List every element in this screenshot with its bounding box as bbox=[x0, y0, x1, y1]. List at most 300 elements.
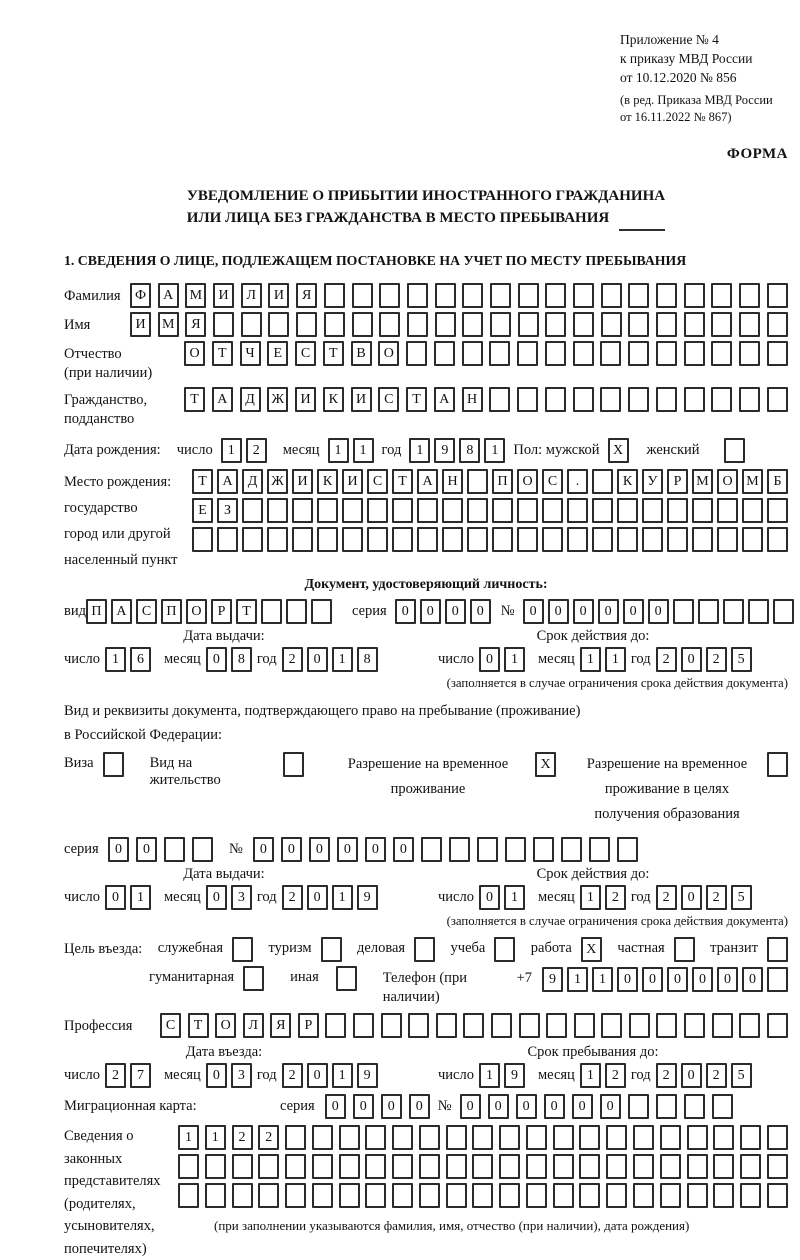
form-cell bbox=[491, 1013, 512, 1038]
form-cell: Д bbox=[240, 387, 261, 412]
form-cell bbox=[767, 283, 788, 308]
form-cell: М bbox=[158, 312, 179, 337]
birth-year-cells bbox=[409, 438, 505, 463]
form-cell: 5 bbox=[731, 647, 752, 672]
form-cell bbox=[553, 1183, 574, 1208]
expiry-note: (заполняется в случае ограничения срока действия документа) bbox=[64, 676, 788, 691]
form-cell bbox=[656, 1094, 677, 1119]
citizenship-row bbox=[64, 387, 788, 429]
issue-date-heading: Дата выдачи: bbox=[64, 866, 384, 883]
form-cell bbox=[546, 1013, 567, 1038]
form-cell bbox=[767, 341, 788, 366]
form-cell bbox=[601, 312, 622, 337]
form-cell: 0 bbox=[572, 1094, 593, 1119]
representatives-row-2 bbox=[178, 1154, 788, 1179]
form-cell bbox=[617, 837, 638, 862]
form-cell: А bbox=[111, 599, 132, 624]
form-cell bbox=[517, 527, 538, 552]
residence-doc-intro-2: в Российской Федерации: bbox=[64, 723, 788, 747]
form-cell: X bbox=[608, 438, 629, 463]
form-cell: Л bbox=[241, 283, 262, 308]
form-cell: 0 bbox=[681, 1063, 702, 1088]
sex-female-checkbox bbox=[724, 438, 745, 463]
sex-label: Пол: мужской bbox=[513, 441, 599, 460]
form-cell bbox=[601, 283, 622, 308]
form-cell bbox=[617, 527, 638, 552]
form-cell: Р bbox=[667, 469, 688, 494]
form-cell bbox=[312, 1183, 333, 1208]
migration-card-label: Миграционная карта: bbox=[64, 1097, 216, 1116]
form-cell bbox=[421, 837, 442, 862]
form-cell bbox=[232, 937, 253, 962]
form-cell bbox=[283, 752, 304, 777]
form-cell: 0 bbox=[353, 1094, 374, 1119]
year-word: год bbox=[631, 650, 651, 669]
form-cell bbox=[352, 312, 373, 337]
form-cell bbox=[545, 312, 566, 337]
residence-doc-intro-1: Вид и реквизиты документа, подтверждающего право на пребывание (проживание) bbox=[64, 699, 788, 723]
form-cell bbox=[261, 599, 282, 624]
form-cell bbox=[205, 1183, 226, 1208]
patronymic-label bbox=[64, 341, 184, 383]
form-cell: 2 bbox=[605, 1063, 626, 1088]
form-cell bbox=[656, 283, 677, 308]
identity-expiry-date bbox=[438, 647, 752, 672]
form-cell bbox=[192, 527, 213, 552]
profession-label: Профессия bbox=[64, 1013, 160, 1036]
birthplace-row-1 bbox=[192, 469, 788, 494]
form-cell: П bbox=[161, 599, 182, 624]
form-cell: 0 bbox=[136, 837, 157, 862]
form-cell bbox=[767, 387, 788, 412]
form-cell bbox=[442, 527, 463, 552]
form-cell bbox=[684, 341, 705, 366]
form-cell bbox=[325, 1013, 346, 1038]
edition-line: (в ред. Приказа МВД России bbox=[620, 92, 788, 109]
form-cell bbox=[324, 283, 345, 308]
form-cell: 1 bbox=[332, 1063, 353, 1088]
form-cell bbox=[434, 341, 455, 366]
form-cell bbox=[492, 498, 513, 523]
form-cell: Ж bbox=[267, 469, 288, 494]
purpose-tourism-label: туризм bbox=[268, 937, 311, 957]
form-cell bbox=[178, 1183, 199, 1208]
form-cell bbox=[472, 1154, 493, 1179]
form-cell: Л bbox=[243, 1013, 264, 1038]
form-cell bbox=[505, 837, 526, 862]
form-cell: 0 bbox=[523, 599, 544, 624]
option-temp-residence-label: Разрешение на временное проживание bbox=[330, 752, 526, 802]
form-cell: 0 bbox=[281, 837, 302, 862]
form-cell: 0 bbox=[206, 1063, 227, 1088]
identity-doc-heading: Документ, удостоверяющий личность: bbox=[64, 577, 788, 593]
patronymic-label-line2: (при наличии) bbox=[64, 364, 184, 383]
form-cell bbox=[579, 1183, 600, 1208]
form-cell: 0 bbox=[307, 1063, 328, 1088]
purpose-other bbox=[290, 966, 357, 991]
form-cell bbox=[573, 387, 594, 412]
option-residence-permit bbox=[150, 752, 304, 789]
form-cell bbox=[365, 1154, 386, 1179]
form-cell bbox=[592, 498, 613, 523]
doc-type-cells bbox=[86, 599, 332, 624]
form-cell bbox=[519, 1013, 540, 1038]
expiry-note: (заполняется в случае ограничения срока действия документа) bbox=[64, 914, 788, 929]
form-cell: 0 bbox=[681, 647, 702, 672]
purpose-humanitarian-label: гуманитарная bbox=[149, 966, 234, 986]
form-cell bbox=[232, 1183, 253, 1208]
form-cell bbox=[379, 283, 400, 308]
purpose-other-label: иная bbox=[290, 966, 319, 986]
form-cell bbox=[673, 599, 694, 624]
form-cell bbox=[684, 283, 705, 308]
form-cell bbox=[767, 937, 788, 962]
form-cell bbox=[633, 1154, 654, 1179]
form-cell bbox=[628, 1094, 649, 1119]
form-cell bbox=[713, 1154, 734, 1179]
form-cell bbox=[103, 752, 124, 777]
month-word: месяц bbox=[538, 650, 575, 669]
form-cell bbox=[573, 312, 594, 337]
form-cell bbox=[518, 312, 539, 337]
form-cell: И bbox=[342, 469, 363, 494]
phone-prefix: +7 bbox=[517, 966, 532, 988]
form-cell bbox=[324, 312, 345, 337]
option-visa-checkbox bbox=[103, 752, 124, 777]
form-cell bbox=[567, 498, 588, 523]
form-cell: 2 bbox=[656, 1063, 677, 1088]
month-word: месяц bbox=[283, 441, 320, 460]
purpose-private-label: частная bbox=[617, 937, 664, 957]
purpose-private bbox=[617, 937, 694, 962]
profession-row bbox=[64, 1013, 788, 1038]
form-cell: К bbox=[317, 469, 338, 494]
form-cell bbox=[642, 527, 663, 552]
purpose-row-2 bbox=[149, 966, 788, 1007]
identity-doc-dates-row bbox=[64, 647, 788, 672]
form-cell: Н bbox=[442, 469, 463, 494]
annex-line: к приказу МВД России bbox=[620, 49, 788, 68]
form-cell: 0 bbox=[108, 837, 129, 862]
form-cell bbox=[711, 312, 732, 337]
form-cell bbox=[292, 527, 313, 552]
form-cell: 8 bbox=[459, 438, 480, 463]
form-cell: К bbox=[617, 469, 638, 494]
birthdate-label: Дата рождения: bbox=[64, 441, 161, 460]
form-cell: 1 bbox=[580, 885, 601, 910]
month-word: месяц bbox=[538, 1066, 575, 1085]
representatives-row-1 bbox=[178, 1125, 788, 1150]
form-cell bbox=[742, 527, 763, 552]
form-cell: 1 bbox=[484, 438, 505, 463]
year-word: год bbox=[631, 888, 651, 907]
form-cell: 0 bbox=[516, 1094, 537, 1119]
form-cell bbox=[435, 283, 456, 308]
representatives-label-line3: представителях bbox=[64, 1170, 178, 1193]
form-cell: 0 bbox=[420, 599, 441, 624]
purpose-work-label: работа bbox=[531, 937, 572, 957]
form-cell: 1 bbox=[479, 1063, 500, 1088]
expiry-date-heading: Срок действия до: bbox=[428, 628, 758, 645]
form-cell: 9 bbox=[357, 1063, 378, 1088]
name-label: Имя bbox=[64, 312, 130, 335]
expiry-month-cells bbox=[580, 647, 626, 672]
form-cell: 0 bbox=[206, 647, 227, 672]
purpose-humanitarian bbox=[149, 966, 264, 991]
form-cell bbox=[477, 837, 498, 862]
form-cell bbox=[467, 527, 488, 552]
form-cell: 7 bbox=[130, 1063, 151, 1088]
day-word: число bbox=[438, 650, 474, 669]
birth-month-cells bbox=[328, 438, 374, 463]
number-word: № bbox=[438, 1097, 452, 1116]
form-cell bbox=[489, 387, 510, 412]
form-cell: Я bbox=[296, 283, 317, 308]
form-cell bbox=[463, 1013, 484, 1038]
month-word: месяц bbox=[164, 650, 201, 669]
form-cell bbox=[442, 498, 463, 523]
purpose-tourism bbox=[268, 937, 341, 962]
form-cell bbox=[267, 498, 288, 523]
day-word: число bbox=[177, 441, 213, 460]
form-cell bbox=[692, 527, 713, 552]
form-cell bbox=[365, 1183, 386, 1208]
residence-doc-dates-row bbox=[64, 885, 788, 910]
form-cell: 0 bbox=[105, 885, 126, 910]
form-cell bbox=[767, 752, 788, 777]
form-cell: 0 bbox=[479, 647, 500, 672]
form-cell: . bbox=[567, 469, 588, 494]
form-cell bbox=[490, 312, 511, 337]
representatives-block bbox=[64, 1125, 788, 1260]
purpose-study-label: учеба bbox=[451, 937, 486, 957]
form-cell bbox=[553, 1125, 574, 1150]
form-cell: 1 bbox=[332, 647, 353, 672]
sex-female-label: женский bbox=[647, 441, 700, 460]
form-cell bbox=[739, 387, 760, 412]
form-cell bbox=[606, 1183, 627, 1208]
form-cell bbox=[660, 1183, 681, 1208]
form-cell bbox=[392, 498, 413, 523]
form-cell bbox=[526, 1183, 547, 1208]
form-cell bbox=[205, 1154, 226, 1179]
form-cell bbox=[656, 1013, 677, 1038]
form-cell bbox=[698, 599, 719, 624]
form-cell bbox=[567, 527, 588, 552]
birthplace-label bbox=[64, 469, 192, 573]
day-word: число bbox=[64, 1066, 100, 1085]
form-cell: 2 bbox=[656, 885, 677, 910]
form-cell bbox=[489, 341, 510, 366]
residence-doc-number-row bbox=[64, 837, 788, 862]
form-cell bbox=[592, 469, 613, 494]
profession-cells bbox=[160, 1013, 788, 1038]
form-cell bbox=[740, 1154, 761, 1179]
form-cell bbox=[312, 1125, 333, 1150]
purpose-official-label: служебная bbox=[158, 937, 223, 957]
purpose-label: Цель въезда: bbox=[64, 937, 142, 959]
form-cell: 2 bbox=[282, 885, 303, 910]
form-cell: 1 bbox=[178, 1125, 199, 1150]
form-cell bbox=[740, 1125, 761, 1150]
form-cell: 0 bbox=[445, 599, 466, 624]
identity-doc-date-headings bbox=[64, 628, 788, 645]
form-cell: Т bbox=[212, 341, 233, 366]
form-cell bbox=[192, 837, 213, 862]
series-word: серия bbox=[352, 602, 387, 621]
form-cell bbox=[628, 283, 649, 308]
entry-date bbox=[64, 1063, 394, 1088]
day-word: число bbox=[438, 888, 474, 907]
form-cell bbox=[545, 341, 566, 366]
form-cell bbox=[573, 283, 594, 308]
form-cell: 2 bbox=[232, 1125, 253, 1150]
form-cell bbox=[767, 527, 788, 552]
form-cell bbox=[767, 312, 788, 337]
form-cell bbox=[414, 937, 435, 962]
form-cell bbox=[723, 599, 744, 624]
form-cell bbox=[739, 341, 760, 366]
birthplace-cells-block bbox=[192, 469, 788, 556]
form-cell bbox=[684, 312, 705, 337]
series-word: серия bbox=[280, 1097, 315, 1116]
form-cell: X bbox=[581, 937, 602, 962]
form-cell: 0 bbox=[307, 647, 328, 672]
form-cell bbox=[164, 837, 185, 862]
entry-date-headings bbox=[64, 1044, 788, 1061]
form-cell: 0 bbox=[717, 967, 738, 992]
form-cell bbox=[342, 527, 363, 552]
form-cell bbox=[499, 1154, 520, 1179]
form-cell bbox=[285, 1154, 306, 1179]
form-cell bbox=[472, 1125, 493, 1150]
form-cell: 0 bbox=[617, 967, 638, 992]
form-cell bbox=[406, 341, 427, 366]
year-word: год bbox=[257, 1066, 277, 1085]
form-cell bbox=[739, 312, 760, 337]
form-cell bbox=[381, 1013, 402, 1038]
form-cell bbox=[312, 1154, 333, 1179]
form-cell bbox=[419, 1154, 440, 1179]
form-cell: С bbox=[378, 387, 399, 412]
option-temp-residence-education-checkbox bbox=[767, 752, 788, 777]
form-cell: 0 bbox=[409, 1094, 430, 1119]
form-cell bbox=[642, 498, 663, 523]
form-cell: Т bbox=[192, 469, 213, 494]
birthplace-label-line4: населенный пункт bbox=[64, 547, 192, 573]
birthplace-label-line3: город или другой bbox=[64, 521, 192, 547]
form-cell bbox=[628, 387, 649, 412]
expiry-year-cells bbox=[656, 647, 752, 672]
form-cell bbox=[379, 312, 400, 337]
section-1-heading: 1. СВЕДЕНИЯ О ЛИЦЕ, ПОДЛЕЖАЩЕМ ПОСТАНОВКЕ НА УЧЕТ ПО МЕСТУ ПРЕБЫВАНИЯ bbox=[64, 253, 788, 269]
form-cell: 0 bbox=[206, 885, 227, 910]
representatives-label-line6: попечителях) bbox=[64, 1238, 178, 1260]
form-cell: 5 bbox=[731, 885, 752, 910]
form-cell: 2 bbox=[656, 647, 677, 672]
form-cell bbox=[574, 1013, 595, 1038]
form-cell bbox=[606, 1125, 627, 1150]
form-cell: М bbox=[692, 469, 713, 494]
surname-row bbox=[64, 283, 788, 308]
form-cell bbox=[617, 498, 638, 523]
form-cell bbox=[339, 1154, 360, 1179]
form-cell bbox=[268, 312, 289, 337]
form-cell: 9 bbox=[434, 438, 455, 463]
form-cell bbox=[601, 1013, 622, 1038]
form-cell: Я bbox=[270, 1013, 291, 1038]
edition-reference bbox=[620, 92, 788, 126]
identity-doc-row bbox=[64, 599, 788, 624]
form-cell bbox=[242, 498, 263, 523]
number-word: № bbox=[229, 840, 243, 859]
form-cell bbox=[467, 498, 488, 523]
form-cell bbox=[589, 837, 610, 862]
form-cell: 0 bbox=[337, 837, 358, 862]
title-line-2 bbox=[64, 207, 788, 231]
form-cell bbox=[517, 498, 538, 523]
surname-cells bbox=[130, 283, 788, 308]
expiry-day-cells bbox=[479, 647, 525, 672]
form-cell: 1 bbox=[605, 647, 626, 672]
form-cell: 1 bbox=[332, 885, 353, 910]
form-cell: X bbox=[535, 752, 556, 777]
form-cell bbox=[713, 1125, 734, 1150]
form-cell: О bbox=[184, 341, 205, 366]
form-cell bbox=[213, 312, 234, 337]
doc-type-label: вид bbox=[64, 602, 86, 621]
form-cell bbox=[446, 1154, 467, 1179]
day-word: число bbox=[64, 650, 100, 669]
form-cell bbox=[417, 527, 438, 552]
form-label: ФОРМА bbox=[64, 146, 788, 163]
form-cell bbox=[462, 341, 483, 366]
form-cell bbox=[712, 1013, 733, 1038]
form-cell bbox=[243, 966, 264, 991]
form-cell bbox=[592, 527, 613, 552]
year-word: год bbox=[257, 650, 277, 669]
form-cell: А bbox=[158, 283, 179, 308]
form-cell: 1 bbox=[328, 438, 349, 463]
form-cell bbox=[579, 1125, 600, 1150]
form-cell: Т bbox=[406, 387, 427, 412]
form-cell bbox=[526, 1154, 547, 1179]
form-cell: 0 bbox=[681, 885, 702, 910]
form-cell: О bbox=[517, 469, 538, 494]
birthplace-label-line2: государство bbox=[64, 495, 192, 521]
form-cell bbox=[241, 312, 262, 337]
form-cell: И bbox=[268, 283, 289, 308]
form-cell bbox=[367, 498, 388, 523]
stay-until-heading: Срок пребывания до: bbox=[428, 1044, 758, 1061]
form-cell: 8 bbox=[357, 647, 378, 672]
form-cell bbox=[739, 1013, 760, 1038]
option-residence-permit-checkbox bbox=[283, 752, 304, 777]
form-cell bbox=[392, 1183, 413, 1208]
form-cell bbox=[633, 1125, 654, 1150]
purpose-private-checkbox bbox=[674, 937, 695, 962]
form-cell bbox=[317, 527, 338, 552]
form-cell bbox=[674, 937, 695, 962]
purpose-work bbox=[531, 937, 602, 962]
form-cell: 3 bbox=[231, 885, 252, 910]
form-cell: М bbox=[742, 469, 763, 494]
purpose-study-checkbox bbox=[494, 937, 515, 962]
sex-male-checkbox bbox=[608, 438, 629, 463]
representatives-label-line4: (родителях, bbox=[64, 1193, 178, 1216]
form-cell: И bbox=[292, 469, 313, 494]
form-cell: 0 bbox=[692, 967, 713, 992]
